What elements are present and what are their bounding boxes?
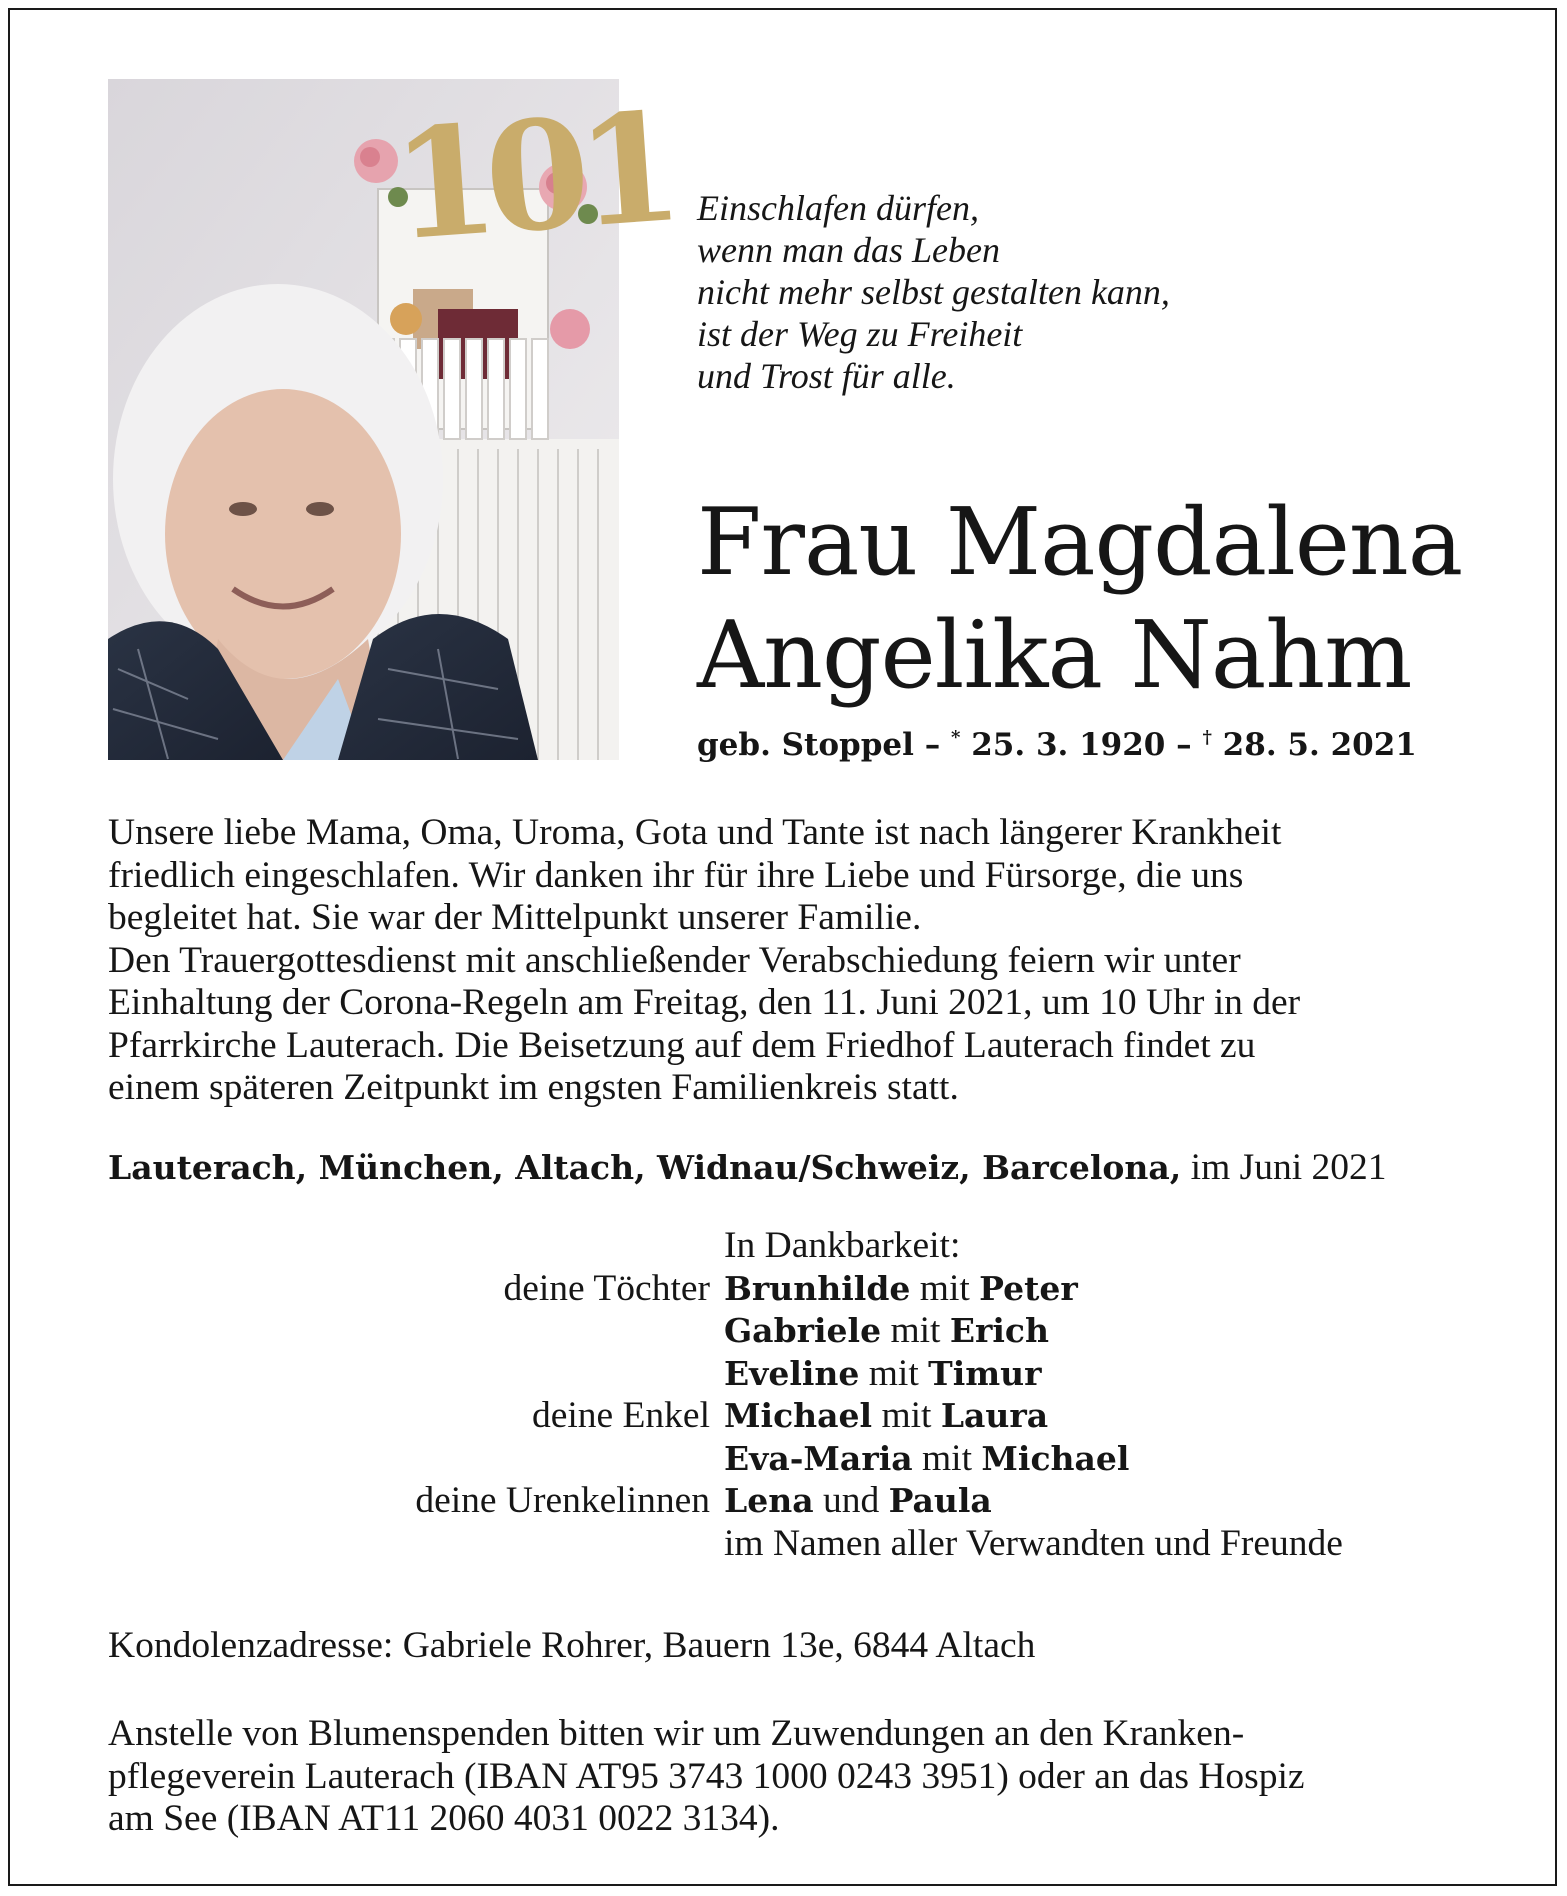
mourner-name: Michael [981, 1438, 1130, 1478]
body-line: einem späteren Zeitpunkt im engsten Familienkreis statt. [108, 1067, 959, 1108]
conjunction: und [813, 1480, 889, 1521]
mourner-row [108, 1268, 1508, 1311]
mourner-name: Peter [979, 1268, 1078, 1308]
mourner-row [108, 1395, 1508, 1438]
donation-line: am See (IBAN AT11 2060 4031 0022 3134). [108, 1798, 780, 1839]
mourner-name: Timur [928, 1353, 1042, 1393]
memorial-quote [697, 187, 1170, 397]
life-dates [697, 727, 1417, 763]
quote-line: und Trost für alle. [697, 356, 956, 396]
quote-line: ist der Weg zu Freiheit [697, 314, 1023, 354]
relation-label: deine Töchter [503, 1267, 710, 1309]
condolence-address: Kondolenzadresse: Gabriele Rohrer, Bauern 13e, 6844 Altach [108, 1625, 1036, 1666]
mourner-name: Eveline [724, 1353, 860, 1393]
mourner-name: Brunhilde [724, 1268, 911, 1308]
relation-label [108, 1353, 724, 1396]
deceased-name [697, 486, 1462, 712]
death-symbol: † [1202, 727, 1212, 748]
body-line: Unsere liebe Mama, Oma, Uroma, Gota und Tante ist nach längerer Krankheit [108, 812, 1282, 853]
quote-line: Einschlafen dürfen, [697, 188, 979, 228]
quote-line: wenn man das Leben [697, 230, 1000, 270]
relation-label: deine Enkel [531, 1395, 710, 1436]
portrait-photo [108, 79, 676, 760]
dash: – [1165, 727, 1203, 763]
conjunction: mit [910, 1267, 980, 1309]
notice-date: im Juni 2021 [1181, 1147, 1387, 1188]
mourner-row [108, 1438, 1508, 1481]
donation-line: pflegeverein Lauterach (IBAN AT95 3743 1000 0243 3951) oder an das Hospiz [108, 1755, 1305, 1797]
mourner-name: Eva-Maria [724, 1438, 913, 1478]
donation-request [108, 1713, 1460, 1841]
birth-symbol: * [951, 727, 961, 748]
conjunction: mit [859, 1352, 929, 1394]
mourners-closing-row [108, 1523, 1508, 1566]
name-line-2: Angelika Nahm [697, 601, 1412, 709]
quote-line: nicht mehr selbst gestalten kann, [697, 272, 1170, 312]
dash: – [913, 727, 951, 763]
mourner-name: Erich [949, 1311, 1050, 1350]
mourner-row [108, 1353, 1508, 1396]
birth-date: 25. 3. 1920 [960, 727, 1166, 763]
mourner-name: Michael [724, 1396, 873, 1435]
mourners-list [108, 1225, 1508, 1565]
body-line: Pfarrkirche Lauterach. Die Beisetzung auf dem Friedhof Lauterach findet zu [108, 1024, 1256, 1066]
mourner-name: Paula [888, 1481, 992, 1520]
conjunction: mit [912, 1437, 982, 1479]
conjunction: mit [872, 1395, 941, 1436]
mourners-heading: In Dankbarkeit: [724, 1225, 961, 1266]
conjunction: mit [881, 1310, 950, 1351]
mourners-heading-row [108, 1225, 1508, 1268]
obituary-text [108, 812, 1460, 1110]
places-and-date [108, 1146, 1460, 1189]
death-date: 28. 5. 2021 [1211, 727, 1417, 763]
mourner-name: Laura [940, 1396, 1049, 1435]
body-line: Den Trauergottesdienst mit anschließender Verabschiedung feiern wir unter [108, 939, 1241, 981]
birthday-number-decoration: 101 [387, 79, 676, 275]
relation-label [108, 1310, 724, 1353]
places-list: Lauterach, München, Altach, Widnau/Schweiz, Barcelona, [108, 1148, 1182, 1187]
mourner-name: Gabriele [724, 1311, 882, 1350]
donation-line: Anstelle von Blumenspenden bitten wir um Zuwendungen an den Kranken- [108, 1713, 1245, 1754]
relation-label: deine Urenkelinnen [415, 1480, 710, 1521]
mourner-name: Lena [724, 1481, 814, 1520]
mourner-row [108, 1310, 1508, 1353]
relation-label [108, 1438, 724, 1481]
maiden-name: geb. Stoppel [697, 727, 914, 763]
name-line-1: Frau Magdalena [697, 488, 1463, 596]
mourners-closing: im Namen aller Verwandten und Freunde [724, 1522, 1343, 1564]
body-line: friedlich eingeschlafen. Wir danken ihr für ihre Liebe und Fürsorge, die uns [108, 854, 1244, 896]
body-line: begleitet hat. Sie war der Mittelpunkt unserer Familie. [108, 897, 922, 938]
body-line: Einhaltung der Corona-Regeln am Freitag, den 11. Juni 2021, um 10 Uhr in der [108, 982, 1301, 1023]
mourner-row [108, 1480, 1508, 1523]
